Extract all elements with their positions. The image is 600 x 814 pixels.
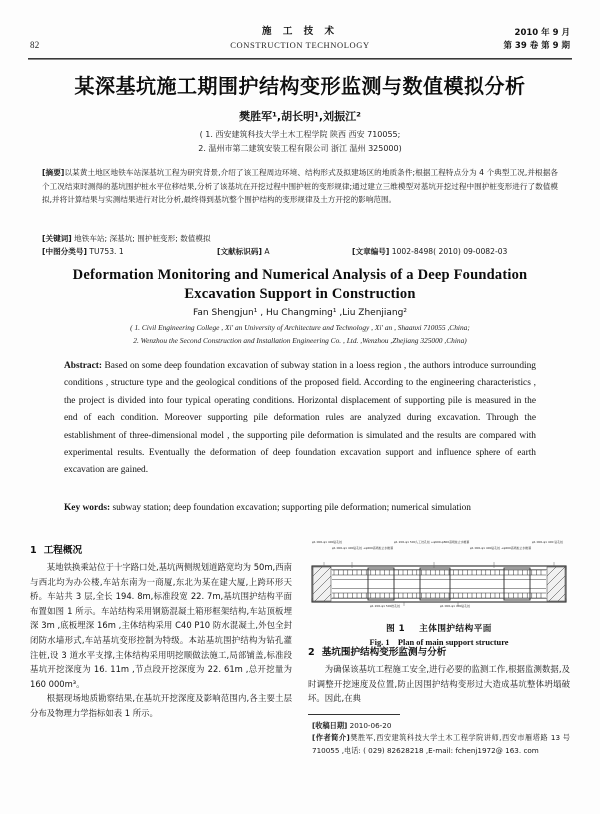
figure-1-title-cn: 主体围护结构平面 — [419, 624, 492, 634]
figure-1-number-cn: 图 1 — [386, 624, 406, 634]
figure-label-0: φ1 000-φ1 400钻孔桩 — [312, 540, 343, 544]
keywords-en-label: Key words: — [64, 503, 111, 513]
clc-label: [中图分类号] — [42, 247, 87, 256]
abstract-cn — [42, 166, 558, 207]
footnote-received — [312, 720, 570, 732]
abstract-en — [64, 358, 536, 480]
journal-masthead — [28, 26, 572, 51]
section-heading-2 — [308, 645, 570, 661]
figure-label-5: φ1 200-φ1 500挖孔桩 — [370, 604, 401, 608]
affiliation-en-1: ( 1. Civil Engineering College , Xi' an University of Architecture and Technology , Xi' an , Shaanxi 710055 ,China; — [130, 323, 470, 332]
affiliation-cn-2: 2. 温州市第二建筑安装工程有限公司 浙江 温州 325000) — [198, 144, 402, 153]
figure-label-1: φ1 000-φ1 400钻孔桩 +φ600高喷桩止水帷幕 — [332, 546, 394, 550]
figure-label-6: φ1 000-φ1 400钻孔桩 — [440, 604, 471, 608]
bio-value: 樊胜军,西安建筑科技大学土木工程学院讲师,西安市雁塔路 13 号 710055 ,电话: ( 029) 82628218 ,E-mail: fchenj1972@ 163. com — [312, 733, 570, 755]
received-label: [收稿日期] — [312, 721, 348, 730]
abstract-cn-label: [摘要] — [42, 168, 65, 177]
footnote-bio — [312, 732, 570, 757]
journal-name-cn: 施 工 技 术 — [262, 26, 338, 37]
section-2-number: 2 — [308, 647, 315, 658]
section-1-title: 工程概况 — [43, 545, 83, 556]
article-id-label: [文章编号] — [352, 247, 390, 256]
affiliations-en — [46, 322, 554, 347]
figure-1-plan-svg — [308, 562, 570, 606]
affiliations-cn — [28, 128, 572, 156]
section-2-paragraph-1: 为确保该基坑工程施工安全,进行必要的监测工作,根据监测数据,及时调整开挖速度及位置,防止因围护结构变形过大造成基坑整体坍塌破坏。因此,在典 — [308, 664, 570, 704]
section-heading-1 — [30, 543, 292, 559]
figure-1-top-labels — [308, 540, 570, 564]
figure-1 — [308, 540, 570, 647]
section-1-paragraph-1: 某地铁换乘站位于十字路口处,基坑两侧规划道路宽均为 50m,西南与西北均为办公楼,车站东南为一商厦,东北为某在建大厦,上跨环形天桥。车站共 3 层,全长 194. 8m,标准段宽 22. 7m,基坑围护结构平面布置如图 1 所示。车站结构采用钢筋混凝土箱形框架结构,车站顶板埋深 3m ,底板埋深 16m ,主体结构采用 C40 P10 防水混凝土,外包全封闭防水墙形式,车站基坑变形控制为特级。本站基坑围护结构为钻孔灌注桩,设 3 道水平支撑,主体结构采用明挖顺做法施工,局部铺盖,标准段基坑开挖深度为 16. 11m ,节点段开挖深度为 22. 61m ,总开挖量为160 000m³。 — [30, 562, 292, 689]
abstract-en-text: Based on some deep foundation excavation of subway station in a loess region , the authors introduce surrounding conditions , structure type and the geological conditions of the proposed field. According to the engineering characteristics , the project is divided into four typical operating conditions. Horizontal displacement of supporting pile is measured in the end of each condition. Moreover supporting pile deformation rules are analyzed during excavation. Through the establishment of three-dimensional model , the supporting pile deformation is simulated and the results are compared with experimental results. Eventually the deformation of deep foundation excavation support and influence sphere of earth excavation are gained. — [64, 361, 536, 476]
body-column-right — [308, 645, 570, 706]
body-column-left — [30, 543, 292, 721]
title-en-line1: Deformation Monitoring and Numerical Analysis of a Deep Foundation — [72, 267, 528, 283]
keywords-cn — [42, 232, 558, 246]
keywords-en-text: subway station; deep foundation excavation; supporting pile deformation; numerical simulation — [112, 503, 471, 513]
figure-1-bottom-labels — [308, 604, 570, 616]
page-number: 82 — [30, 40, 40, 50]
article-id-value: 1002-8498( 2010) 09-0082-03 — [391, 247, 508, 256]
issue-volume: 第 39 卷 第 9 期 — [503, 41, 570, 51]
received-value: 2010-06-20 — [349, 721, 392, 730]
title-en-line2: Excavation Support in Construction — [184, 286, 416, 302]
abstract-en-label: Abstract: — [64, 361, 103, 371]
section-1-paragraph-2: 根据现场地质勘察结果,在基坑开挖深度及影响范围内,各主要土层分布及物理力学指标如表 1 所示。 — [30, 693, 292, 718]
bio-label: [作者简介] — [312, 733, 350, 743]
page-title: 某深基坑施工期围护结构变形监测与数值模拟分析 — [74, 74, 526, 98]
journal-name-en: CONSTRUCTION TECHNOLOGY — [230, 40, 370, 50]
clc-group — [42, 246, 124, 257]
authors-cn — [28, 108, 572, 124]
authors-cn-text: 樊胜军¹,胡长明¹,刘振江² — [239, 110, 361, 123]
doc-code-label: [文献标识码] — [217, 247, 262, 256]
section-1-number: 1 — [30, 545, 37, 556]
doc-code-value: A — [264, 247, 270, 256]
section-2-title: 基坑围护结构变形监测与分析 — [321, 647, 447, 658]
figure-label-3: φ1 000-φ1 400钻孔桩 +φ600高喷桩止水帷幕 — [470, 546, 532, 550]
running-header — [28, 26, 572, 60]
issue-info — [503, 27, 570, 53]
figure-1-caption-cn — [308, 622, 570, 634]
header-rule — [28, 58, 572, 60]
affiliation-en-2: 2. Wenzhou the Second Construction and Installation Engineering Co. , Ltd. ,Wenzhou ,Zhejiang 325000 ,China) — [133, 335, 467, 345]
issue-date: 2010 年 9 月 — [514, 28, 570, 38]
article-id-group — [352, 246, 507, 257]
page-title-en — [60, 266, 540, 304]
keywords-cn-label: [关键词] — [42, 234, 72, 243]
figure-1-title-en: Plan of main support structure — [397, 638, 509, 647]
figure-1-number-en: Fig. 1 — [369, 638, 390, 647]
clc-value: TU753. 1 — [89, 247, 124, 256]
authors-en: Fan Shengjun¹ , Hu Changming¹ ,Liu Zhenjiang² — [193, 308, 407, 318]
keywords-cn-text: 地铁车站; 深基坑; 围护桩变形; 数值模拟 — [74, 234, 211, 243]
doc-code-group — [217, 246, 270, 257]
figure-label-4: φ1 000-φ1 400 钻孔桩 — [532, 540, 563, 544]
keywords-en — [64, 500, 536, 517]
footnote-rule — [308, 714, 400, 715]
figure-1-graphic — [308, 540, 570, 618]
figure-label-2: φ1 200-φ1 500人工挖孔桩 +φ600-φ800高喷桩止水帷幕 — [394, 540, 470, 544]
abstract-cn-text: 以某黄土地区地铁车站深基坑工程为研究背景,介绍了该工程周边环境、结构形式及拟建场区的地质条件;根据工程特点分为 4 个典型工况,并根据各个工况结束时测得的基坑围护桩水平位移结果,分析了该基坑在开挖过程中围护桩的变形规律;通过建立三维模型对基坑开挖过程中围护桩变形进行了数值模拟,并将计算结果与实测结果进行对比分析,最终得到基坑整个围护结构的变形规律及土方开挖的影响范围。 — [42, 168, 558, 205]
affiliation-cn-1: ( 1. 西安建筑科技大学土木工程学院 陕西 西安 710055; — [199, 130, 401, 139]
footnote-block — [312, 720, 570, 757]
